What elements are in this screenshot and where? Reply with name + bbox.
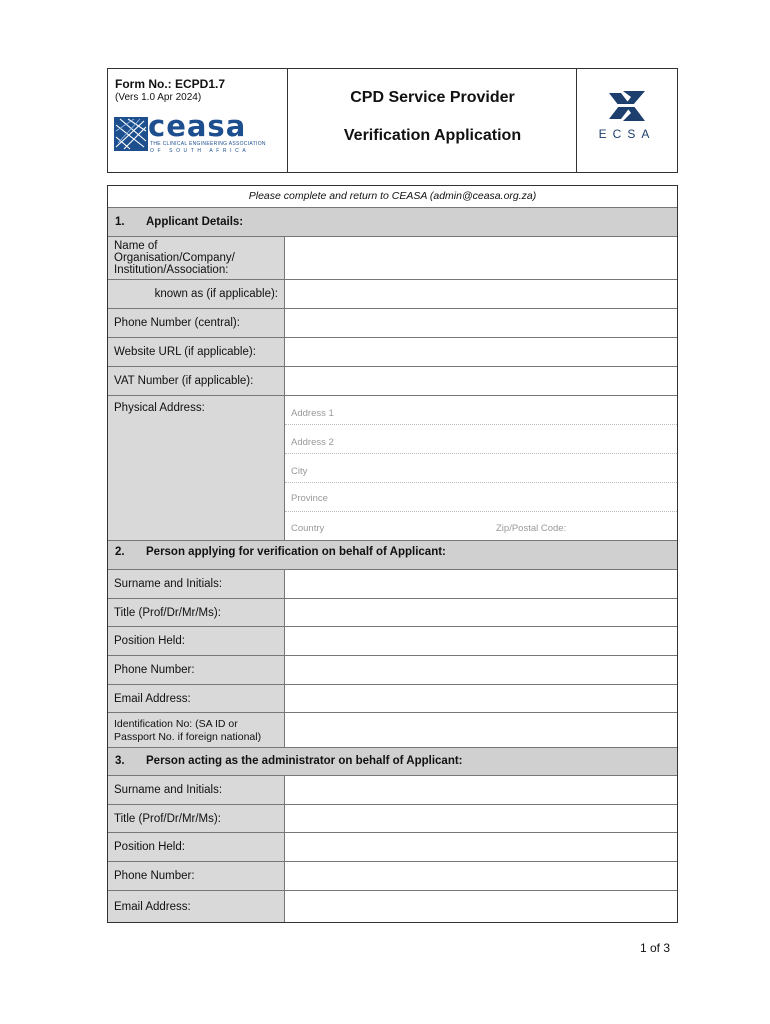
city-field[interactable]: City [285, 454, 677, 483]
s3-position-row [108, 833, 677, 862]
vat-row [108, 367, 677, 396]
instructions-text: Please complete and return to CEASA (admin@ceasa.org.za) [248, 190, 537, 202]
section3-number: 3. [115, 755, 125, 767]
section1-header [108, 208, 677, 237]
form-version: (Vers 1.0 Apr 2024) [115, 92, 202, 103]
ceasa-subtitle-2: OF SOUTH AFRICA [150, 148, 250, 154]
s2-email-field[interactable] [285, 685, 677, 712]
s2-phone-label: Phone Number: [108, 656, 285, 684]
org-name-label: Name of Organisation/Company/ Institution/Association: [108, 237, 285, 279]
s3-position-label: Position Held: [108, 833, 285, 861]
section1-number: 1. [115, 216, 125, 228]
address1-field[interactable]: Address 1 [285, 396, 677, 425]
org-name-field[interactable] [285, 237, 677, 279]
form-title-line2: Verification Application [343, 127, 522, 144]
website-field[interactable] [285, 338, 677, 366]
website-label: Website URL (if applicable): [108, 338, 285, 366]
address-row [108, 396, 677, 541]
s3-email-field[interactable] [285, 891, 677, 922]
ecsa-logo [577, 69, 677, 172]
vat-label: VAT Number (if applicable): [108, 367, 285, 395]
s3-surname-field[interactable] [285, 776, 677, 804]
section2-header [108, 541, 677, 570]
s3-email-label: Email Address: [108, 891, 285, 922]
s3-surname-label: Surname and Initials: [108, 776, 285, 804]
phone-central-field[interactable] [285, 309, 677, 337]
form-header [107, 68, 678, 173]
ecsa-wordmark: ECSA [598, 127, 656, 141]
s2-id-row [108, 713, 677, 748]
s2-title-row [108, 599, 677, 627]
s3-title-label: Title (Prof/Dr/Mr/Ms): [108, 805, 285, 832]
header-title-cell [288, 69, 577, 172]
ceasa-logo [114, 109, 276, 155]
s3-email-row [108, 891, 677, 922]
s3-phone-label: Phone Number: [108, 862, 285, 890]
s2-id-label-line2: Passport No. if foreign national) [114, 731, 262, 743]
section2-number: 2. [115, 546, 125, 558]
section3-header [108, 748, 677, 776]
s2-position-row [108, 627, 677, 656]
s2-id-field[interactable] [285, 713, 677, 747]
s2-surname-label: Surname and Initials: [108, 570, 285, 598]
s2-surname-row [108, 570, 677, 599]
instructions-row [108, 186, 677, 208]
s2-phone-row [108, 656, 677, 685]
s3-phone-row [108, 862, 677, 891]
ceasa-subtitle-1: THE CLINICAL ENGINEERING ASSOCIATION [150, 141, 266, 147]
form-number: Form No.: ECPD1.7 [115, 77, 226, 91]
address-label: Physical Address: [108, 396, 285, 540]
address2-field[interactable]: Address 2 [285, 425, 677, 454]
s3-phone-field[interactable] [285, 862, 677, 890]
s2-email-label: Email Address: [108, 685, 285, 712]
s2-position-field[interactable] [285, 627, 677, 655]
known-as-label: known as (if applicable): [108, 280, 285, 308]
phone-central-row [108, 309, 677, 338]
s3-title-field[interactable] [285, 805, 677, 832]
s2-id-label [108, 713, 285, 747]
form-title-line1: CPD Service Provider [350, 89, 515, 106]
org-name-row [108, 237, 677, 280]
s3-position-field[interactable] [285, 833, 677, 861]
known-as-row [108, 280, 677, 309]
vat-field[interactable] [285, 367, 677, 395]
ceasa-wordmark: ceasa [148, 109, 247, 143]
ceasa-globe-icon [114, 117, 148, 151]
s2-surname-field[interactable] [285, 570, 677, 598]
s2-title-field[interactable] [285, 599, 677, 626]
zip-field[interactable]: Zip/Postal Code: [496, 523, 567, 534]
section2-title: Person applying for verification on behalf of Applicant: [146, 546, 446, 558]
s3-title-row [108, 805, 677, 833]
phone-central-label: Phone Number (central): [108, 309, 285, 337]
s2-phone-field[interactable] [285, 656, 677, 684]
section3-title: Person acting as the administrator on behalf of Applicant: [146, 755, 463, 767]
website-row [108, 338, 677, 367]
s3-surname-row [108, 776, 677, 805]
s2-title-label: Title (Prof/Dr/Mr/Ms): [108, 599, 285, 626]
header-info-cell [108, 69, 288, 172]
application-form [107, 185, 678, 923]
s2-email-row [108, 685, 677, 713]
section1-title: Applicant Details: [146, 216, 244, 228]
province-field[interactable]: Province [285, 483, 677, 512]
page-number: 1 of 3 [640, 941, 671, 955]
known-as-field[interactable] [285, 280, 677, 308]
ecsa-emblem-icon [607, 89, 647, 123]
s2-position-label: Position Held: [108, 627, 285, 655]
country-field[interactable]: Country [291, 523, 325, 534]
s2-id-label-line1: Identification No: (SA ID or [114, 718, 238, 730]
